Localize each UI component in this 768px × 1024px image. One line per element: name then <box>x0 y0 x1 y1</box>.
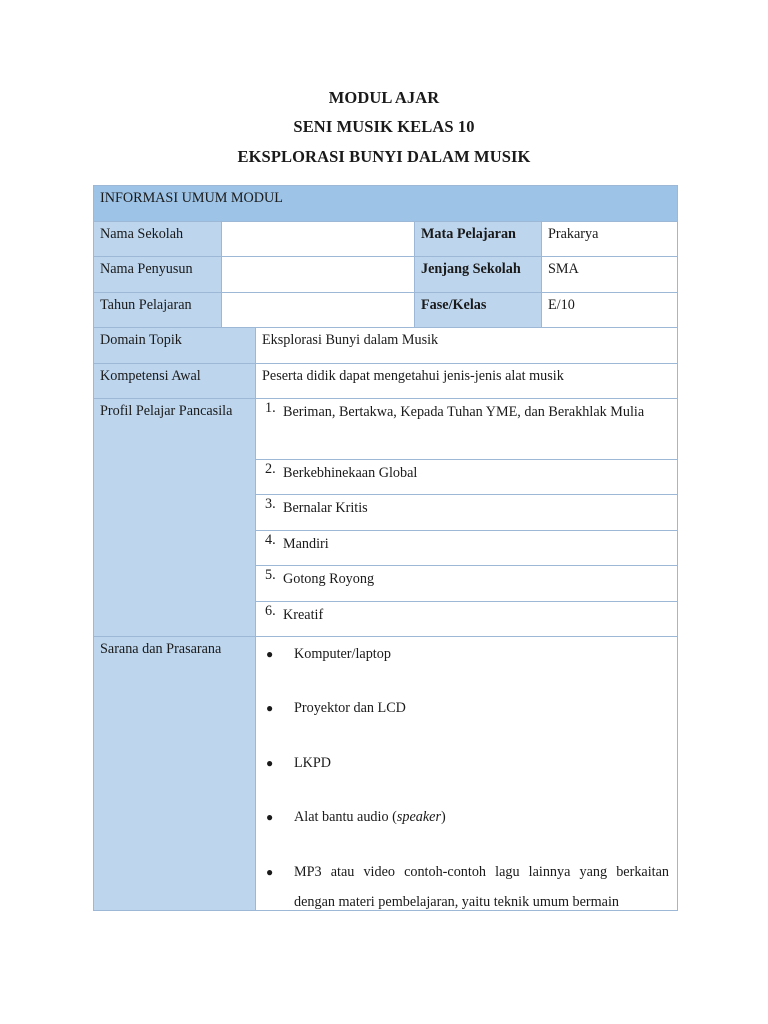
profil-item <box>256 531 678 566</box>
label-profil-pelajar-pancasila: Profil Pelajar Pancasila <box>94 399 256 637</box>
title-modul-ajar: MODUL AJAR <box>328 88 440 107</box>
section-header: INFORMASI UMUM MODUL <box>94 186 678 222</box>
sarana-item: Komputer/laptop <box>294 646 391 662</box>
sarana-item: LKPD <box>294 755 332 771</box>
sarana-item: Proyektor dan LCD <box>294 700 406 716</box>
profil-item-number: 4. <box>265 532 276 548</box>
profil-item-text: Beriman, Bertakwa, Kepada Tuhan YME, dan Berakhlak Mulia <box>283 404 645 420</box>
bullet-icon: ● <box>266 647 274 661</box>
label-domain-topik: Domain Topik <box>94 328 256 364</box>
bullet-icon: ● <box>266 810 274 824</box>
label-sarana-prasarana: Sarana dan Prasarana <box>94 637 256 911</box>
profil-item <box>256 399 678 460</box>
label-nama-penyusun: Nama Penyusun <box>94 257 222 293</box>
sarana-item-italic: speaker <box>396 809 441 825</box>
profil-item-text: Gotong Royong <box>283 571 375 587</box>
profil-item-text: Berkebhinekaan Global <box>283 465 418 481</box>
sarana-item-text: Alat bantu audio ( <box>294 809 397 825</box>
value-nama-sekolah <box>222 222 415 257</box>
value-kompetensi-awal: Peserta didik dapat mengetahui jenis-jenis alat musik <box>256 364 678 399</box>
profil-item-number: 2. <box>265 461 276 477</box>
profil-item-number: 5. <box>265 567 276 583</box>
value-mata-pelajaran: Prakarya <box>542 222 678 257</box>
title-topic: EKSPLORASI BUNYI DALAM MUSIK <box>237 147 531 166</box>
value-fase-kelas: E/10 <box>542 293 678 328</box>
profil-item <box>256 566 678 602</box>
profil-item <box>256 602 678 637</box>
label-jenjang-sekolah: Jenjang Sekolah <box>415 257 542 293</box>
bullet-icon: ● <box>266 865 274 879</box>
module-info-table <box>93 185 678 911</box>
sarana-item: MP3 atau video contoh-contoh lagu lainnya yang berkaitan dengan materi pembelajaran, yaitu teknik umum bermain <box>294 864 669 910</box>
label-fase-kelas: Fase/Kelas <box>415 293 542 328</box>
profil-item <box>256 495 678 531</box>
label-nama-sekolah: Nama Sekolah <box>94 222 222 257</box>
sarana-item <box>294 802 669 832</box>
bullet-icon: ● <box>266 756 274 770</box>
label-tahun-pelajaran: Tahun Pelajaran <box>94 293 222 328</box>
profil-item-number: 1. <box>265 400 276 416</box>
value-jenjang-sekolah: SMA <box>542 257 678 293</box>
value-tahun-pelajaran <box>222 293 415 328</box>
value-nama-penyusun <box>222 257 415 293</box>
profil-item-number: 3. <box>265 496 276 512</box>
bullet-icon: ● <box>266 701 274 715</box>
sarana-list <box>256 637 678 911</box>
profil-item <box>256 460 678 495</box>
title-subject-class: SENI MUSIK KELAS 10 <box>293 117 475 136</box>
profil-item-text: Mandiri <box>283 536 329 552</box>
profil-item-text: Kreatif <box>283 607 324 623</box>
profil-item-number: 6. <box>265 603 276 619</box>
label-mata-pelajaran: Mata Pelajaran <box>415 222 542 257</box>
value-domain-topik: Eksplorasi Bunyi dalam Musik <box>256 328 678 364</box>
sarana-item-text: ) <box>440 809 446 825</box>
label-kompetensi-awal: Kompetensi Awal <box>94 364 256 399</box>
profil-item-text: Bernalar Kritis <box>283 500 368 516</box>
